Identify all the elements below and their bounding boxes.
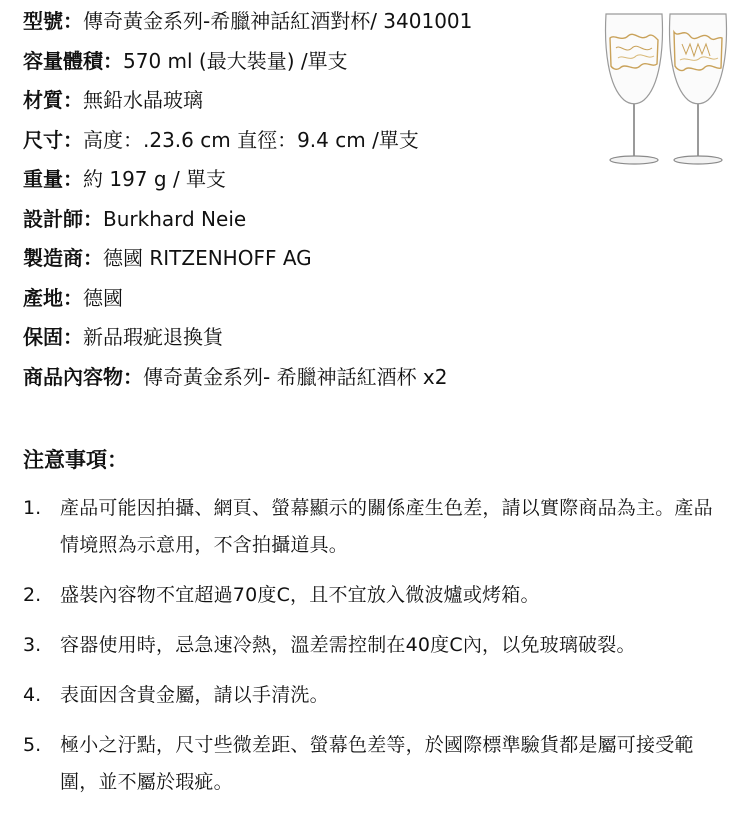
note-number: 2. — [23, 584, 42, 606]
spec-manufacturer — [23, 241, 603, 281]
notes-heading: 注意事項： — [23, 448, 128, 472]
note-text: 產品可能因拍攝、網頁、螢幕顯示的關係產生色差，請以實際商品為主。產品情境照為示意用，不含拍攝道具。 — [60, 497, 713, 556]
spec-label: 製造商： — [23, 246, 103, 270]
spec-value: 德國 — [83, 285, 123, 310]
note-text: 極小之汙點，尺寸些微差距、螢幕色差等，於國際標準驗貨都是屬可接受範圍，並不屬於瑕疵。 — [60, 734, 694, 793]
spec-label: 保固： — [23, 325, 83, 349]
note-number: 5. — [23, 734, 42, 756]
spec-label: 重量： — [23, 167, 83, 191]
spec-value: 無鉛水晶玻璃 — [83, 88, 203, 112]
spec-value: 高度：.23.6 cm 直徑：9.4 cm /單支 — [83, 127, 419, 152]
note-number: 4. — [23, 684, 42, 706]
wine-glass-left — [606, 14, 663, 164]
spec-value: 傳奇黃金系列- 希臘神話紅酒杯 x2 — [143, 364, 448, 389]
spec-value: 德國 RITZENHOFF AG — [103, 246, 312, 270]
spec-value: 傳奇黃金系列-希臘神話紅酒對杯/ 3401001 — [83, 9, 473, 33]
spec-label: 尺寸： — [23, 127, 83, 152]
spec-label: 設計師： — [23, 206, 103, 231]
note-text: 盛裝內容物不宜超過70度C，且不宜放入微波爐或烤箱。 — [60, 584, 540, 606]
product-specs — [23, 4, 603, 399]
note-number: 1. — [23, 497, 42, 519]
note-item — [23, 490, 728, 564]
spec-designer — [23, 202, 603, 242]
spec-value: 新品瑕疵退換貨 — [83, 325, 223, 349]
note-item — [23, 627, 728, 664]
spec-material — [23, 83, 603, 123]
spec-label: 產地： — [23, 285, 83, 310]
spec-capacity — [23, 44, 603, 84]
note-text: 容器使用時，忌急速冷熱，溫差需控制在40度C內，以免玻璃破裂。 — [60, 634, 636, 656]
spec-label: 容量體積： — [23, 48, 123, 73]
notes-list — [23, 490, 728, 814]
wine-glass-right — [670, 14, 727, 164]
spec-dimensions — [23, 123, 603, 163]
spec-value: Burkhard Neie — [103, 206, 247, 231]
spec-contents — [23, 360, 603, 400]
note-text: 表面因含貴金屬，請以手清洗。 — [60, 684, 329, 706]
spec-origin — [23, 281, 603, 321]
note-number: 3. — [23, 634, 42, 656]
note-item — [23, 727, 728, 801]
note-item — [23, 577, 728, 614]
spec-value: 約 197 g / 單支 — [83, 167, 227, 191]
spec-warranty — [23, 320, 603, 360]
spec-model — [23, 4, 603, 44]
spec-label: 材質： — [23, 88, 83, 112]
spec-label: 商品內容物： — [23, 364, 143, 389]
spec-label: 型號： — [23, 9, 83, 33]
note-item — [23, 677, 728, 714]
wine-glasses-image — [600, 8, 732, 166]
spec-value: 570 ml (最大裝量) /單支 — [123, 48, 348, 73]
spec-weight — [23, 162, 603, 202]
